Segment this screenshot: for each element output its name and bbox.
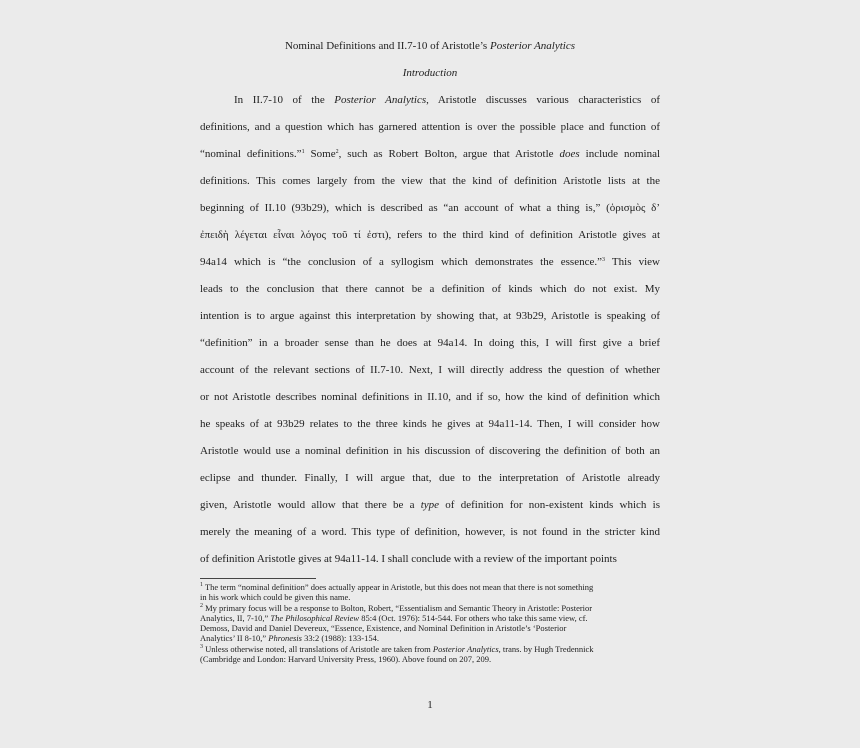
footnote-text: Analytics’ II 8-10,” bbox=[200, 633, 269, 644]
text-run: include nominal bbox=[579, 148, 660, 160]
footnote-1-cont: in his work which could be given this name. bbox=[200, 592, 351, 603]
text-line: account of the relevant sections of II.7-10. Next, I will directly address the question of whether bbox=[200, 364, 660, 376]
text-line: or not Aristotle describes nominal definitions in II.10, and if so, how the kind of definition which bbox=[200, 391, 660, 403]
footnote-2 bbox=[200, 603, 660, 613]
section-heading: Introduction bbox=[402, 67, 458, 79]
footnote-text: My primary focus will be a response to Bolton, Robert, “Essentialism and Semantic Theory in Aristotle: Posterior bbox=[203, 602, 593, 613]
text-run: “nominal definitions.” bbox=[200, 148, 302, 160]
text-line: of definition Aristotle gives at 94a11-14. I shall conclude with a review of the important points bbox=[200, 553, 617, 565]
footnote-1 bbox=[200, 582, 660, 592]
text-line: merely the meaning of a word. This type of definition, however, is not found in the stricter kind bbox=[200, 526, 660, 538]
footnote-number: 3 bbox=[200, 643, 203, 650]
footnote-text: , trans. by Hugh Tredennick bbox=[498, 643, 594, 654]
text-run: , Aristotle discusses various characteristics of bbox=[426, 94, 660, 106]
text-line: Aristotle would use a nominal definition in his discussion of discovering the definition of both an bbox=[200, 445, 660, 457]
footnote-text: Analytics, II, 7-10,” bbox=[200, 612, 271, 623]
title-italic-text: Posterior Analytics bbox=[489, 40, 576, 52]
footnote-3 bbox=[200, 644, 660, 654]
footnote-text: 85:4 (Oct. 1976): 514-544. For others who take this same view, cf. bbox=[359, 612, 588, 623]
footnote-text: The term “nominal definition” does actually appear in Aristotle, but this does not mean that there is not something bbox=[203, 582, 594, 592]
footnotes bbox=[200, 582, 660, 664]
text-line: he speaks of at 93b29 relates to the three kinds he gives at 94a11-14. Then, I will consider how bbox=[200, 418, 660, 430]
footnote-ref-1[interactable]: 1 bbox=[301, 149, 305, 155]
footnote-2-cont bbox=[200, 613, 660, 623]
paper-title bbox=[0, 40, 860, 52]
footnote-ref-3[interactable]: 3 bbox=[601, 257, 605, 263]
footnote-2-cont: Demoss, David and Daniel Devereux, “Essence, Existence, and Nominal Definition in Aristotle’s ‘Posterior bbox=[200, 623, 567, 634]
italic-run: does bbox=[559, 148, 580, 160]
text-line: beginning of II.10 (93b29), which is described as “an account of what a thing is,” (ὁρισμὸς δ’ bbox=[200, 202, 660, 214]
text-run: given, Aristotle would allow that there be a bbox=[200, 499, 421, 511]
footnote-number: 1 bbox=[200, 582, 203, 588]
footnote-text: 33:2 (1988): 133-154. bbox=[301, 633, 379, 644]
text-line: “definition” in a broader sense than he does at 94a14. In doing this, I will first give a brief bbox=[200, 337, 660, 349]
text-line: ἐπειδὴ λέγεται εἶναι λόγος τοῦ τί ἐστι), refers to the third kind of definition Aristotle gives at bbox=[200, 229, 660, 241]
italic-run: Posterior Analytics bbox=[432, 643, 499, 654]
page-number: 1 bbox=[427, 699, 433, 711]
text-run: This view bbox=[604, 256, 660, 268]
text-line bbox=[200, 87, 660, 114]
text-line: eclipse and thunder. Finally, I will argue that, due to the interpretation of Aristotle already bbox=[200, 472, 660, 484]
text-line: definitions, and a question which has garnered attention is over the possible place and function of bbox=[200, 121, 660, 133]
text-line: definitions. This comes largely from the view that the kind of definition Aristotle lists at the bbox=[200, 175, 660, 187]
footnote-divider bbox=[200, 578, 316, 579]
footnote-text: Unless otherwise noted, all translations of Aristotle are taken from bbox=[203, 643, 433, 654]
text-run: Some bbox=[304, 148, 336, 160]
italic-run: Phronesis bbox=[268, 633, 302, 644]
text-run: of definition for non-existent kinds which is bbox=[439, 499, 660, 511]
text-line: intention is to argue against this interpretation by showing that, at 93b29, Aristotle is speaking of bbox=[200, 310, 660, 322]
body-paragraph bbox=[200, 87, 660, 573]
italic-run: Posterior Analytics bbox=[334, 94, 427, 106]
italic-run: type bbox=[420, 499, 440, 511]
text-line bbox=[200, 141, 660, 168]
text-run: In II.7-10 of the bbox=[234, 94, 335, 106]
footnote-ref-2[interactable]: 2 bbox=[335, 149, 339, 155]
text-line: leads to the conclusion that there cannot be a definition of kinds which do not exist. My bbox=[200, 283, 660, 295]
text-line bbox=[200, 249, 660, 276]
footnote-2-cont bbox=[200, 633, 660, 643]
italic-run: The Philosophical Review bbox=[270, 612, 360, 623]
text-run: 94a14 which is “the conclusion of a syllogism which demonstrates the essence.” bbox=[200, 256, 602, 268]
footnote-3-cont: (Cambridge and London: Harvard University Press, 1960). Above found on 207, 209. bbox=[200, 654, 492, 665]
text-run: , such as Robert Bolton, argue that Aristotle bbox=[338, 148, 560, 160]
footnote-number: 2 bbox=[200, 602, 203, 609]
text-line bbox=[200, 492, 660, 519]
title-text: Nominal Definitions and II.7-10 of Aristotle’s bbox=[284, 40, 490, 52]
